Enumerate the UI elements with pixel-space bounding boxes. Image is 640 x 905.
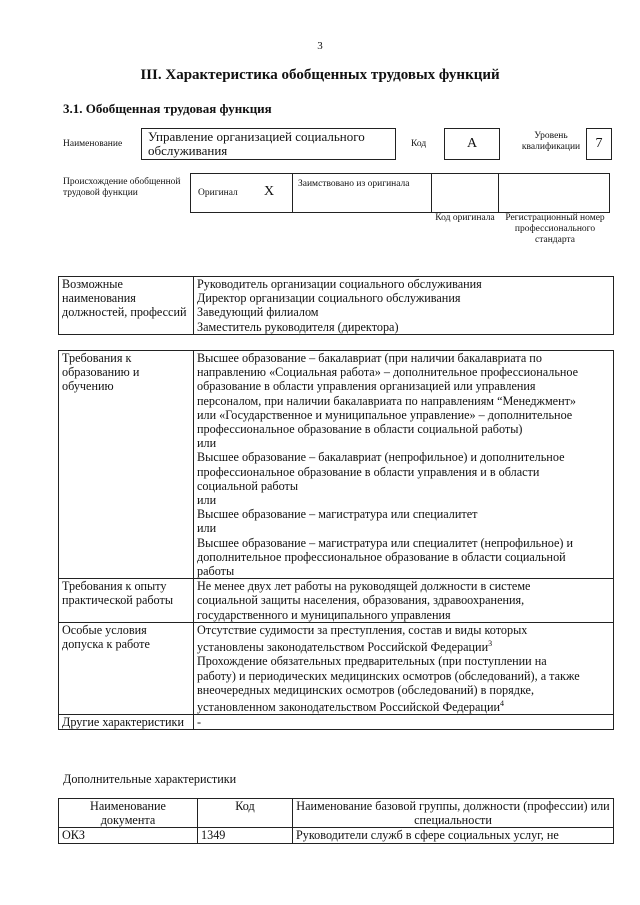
header-code: Код bbox=[198, 799, 293, 828]
education-line: профессиональное образование в области социальной работы) bbox=[197, 422, 523, 437]
additional-table bbox=[58, 798, 614, 844]
name-label: Наименование bbox=[63, 139, 123, 149]
education-line: или bbox=[197, 493, 217, 508]
requirement-row bbox=[59, 622, 614, 714]
original-code-cell bbox=[431, 173, 499, 213]
education-line: или bbox=[197, 436, 217, 451]
reg-caption: Регистрационный номер профессионального стандарта bbox=[505, 213, 605, 245]
education-line: направлению «Социальная работа» – дополнительное профессиональное bbox=[197, 365, 579, 380]
borrowed-label: Заимствовано из оригинала bbox=[298, 179, 410, 189]
position-item: Заведующий филиалом bbox=[197, 305, 319, 320]
level-value: 7 bbox=[586, 128, 612, 160]
registration-number-cell bbox=[499, 173, 610, 213]
admission-line: внеочередных медицинских осмотров (обследований) в порядке, bbox=[197, 682, 535, 697]
function-name-box bbox=[141, 128, 396, 160]
education-line: образование в области управления организацией или управления bbox=[197, 379, 536, 394]
education-line: персоналом, при наличии бакалавриата по направлениям “Менеджмент» bbox=[197, 393, 577, 408]
level-label: Уровень квалификации bbox=[521, 131, 581, 152]
experience-line: Не менее двух лет работы на руководящей должности в системе bbox=[197, 579, 531, 594]
education-line: или bbox=[197, 521, 217, 536]
page-number: 3 bbox=[317, 40, 323, 52]
education-line: Высшее образование – магистратура или специалитет (непрофильное) и bbox=[197, 535, 574, 550]
subsection-title: 3.1. Обобщенная трудовая функция bbox=[63, 101, 272, 116]
requirement-row bbox=[59, 351, 614, 579]
row-code: 1349 bbox=[198, 828, 293, 843]
experience-line: социальной защиты населения, образования, здравоохранения, bbox=[197, 593, 525, 608]
position-item: Руководитель организации социального обслуживания bbox=[197, 277, 482, 291]
origin-label: Происхождение обобщенной трудовой функции bbox=[63, 177, 181, 198]
position-item: Заместитель руководителя (директора) bbox=[197, 319, 399, 334]
footnote-mark: 4 bbox=[500, 698, 505, 708]
other-value: - bbox=[194, 715, 614, 730]
education-line: дополнительное профессиональное образование в области социальной bbox=[197, 549, 566, 564]
footnote-mark: 3 bbox=[488, 639, 493, 649]
requirement-row bbox=[59, 715, 614, 730]
function-name: Управление организацией социального обслуживания bbox=[148, 129, 365, 158]
admission-line: установлены законодательством Российской Федерации$^3$ bbox=[197, 639, 493, 655]
header-document: Наименование документа bbox=[59, 799, 198, 828]
position-item: Директор организации социального обслуживания bbox=[197, 291, 461, 306]
education-line: или «Государственное и муниципальное управление» – дополнительное bbox=[197, 407, 573, 422]
positions-label: Возможные наименования должностей, профессий bbox=[59, 277, 194, 335]
code-value: A bbox=[444, 128, 500, 160]
admission-line: Прохождение обязательных предварительных (при поступлении на bbox=[197, 654, 547, 669]
education-line: Высшее образование – магистратура или специалитет bbox=[197, 507, 478, 522]
positions-table bbox=[58, 276, 614, 335]
row-document: ОКЗ bbox=[59, 828, 198, 843]
requirement-row bbox=[59, 579, 614, 623]
code-label: Код bbox=[411, 139, 427, 149]
admission-label: Особые условия допуска к работе bbox=[59, 622, 194, 714]
admission-line: установленном законодательством Российской Федерации$^4$ bbox=[197, 698, 505, 714]
other-label: Другие характеристики bbox=[59, 715, 194, 730]
experience-label: Требования к опыту практической работы bbox=[59, 579, 194, 623]
header-group: Наименование базовой группы, должности (профессии) или специальности bbox=[293, 799, 614, 828]
education-line: профессиональное образование в области управления и в области bbox=[197, 464, 540, 479]
education-line: Высшее образование – бакалавриат (непрофильное) и дополнительное bbox=[197, 450, 565, 465]
additional-title: Дополнительные характеристики bbox=[63, 772, 237, 786]
row-group: Руководители служб в сфере социальных услуг, не bbox=[293, 828, 614, 843]
admission-line: работу) и периодических медицинских осмотров (обследований), а также bbox=[197, 668, 580, 683]
section-title: III. Характеристика обобщенных трудовых функций bbox=[140, 67, 500, 83]
original-label: Оригинал bbox=[198, 188, 238, 198]
education-label: Требования к образованию и обучению bbox=[59, 351, 194, 579]
original-mark: X bbox=[264, 184, 275, 199]
table-row bbox=[59, 828, 614, 843]
origin-table bbox=[190, 173, 610, 213]
education-line: социальной работы bbox=[197, 478, 299, 493]
education-line: Высшее образование – бакалавриат (при наличии бакалавриата по bbox=[197, 351, 542, 365]
experience-line: государственного и муниципального управления bbox=[197, 607, 451, 622]
code-caption: Код оригинала bbox=[435, 213, 495, 223]
admission-line: Отсутствие судимости за преступления, состав и виды которых bbox=[197, 622, 528, 637]
education-line: работы bbox=[197, 564, 235, 579]
requirements-table bbox=[58, 350, 614, 730]
